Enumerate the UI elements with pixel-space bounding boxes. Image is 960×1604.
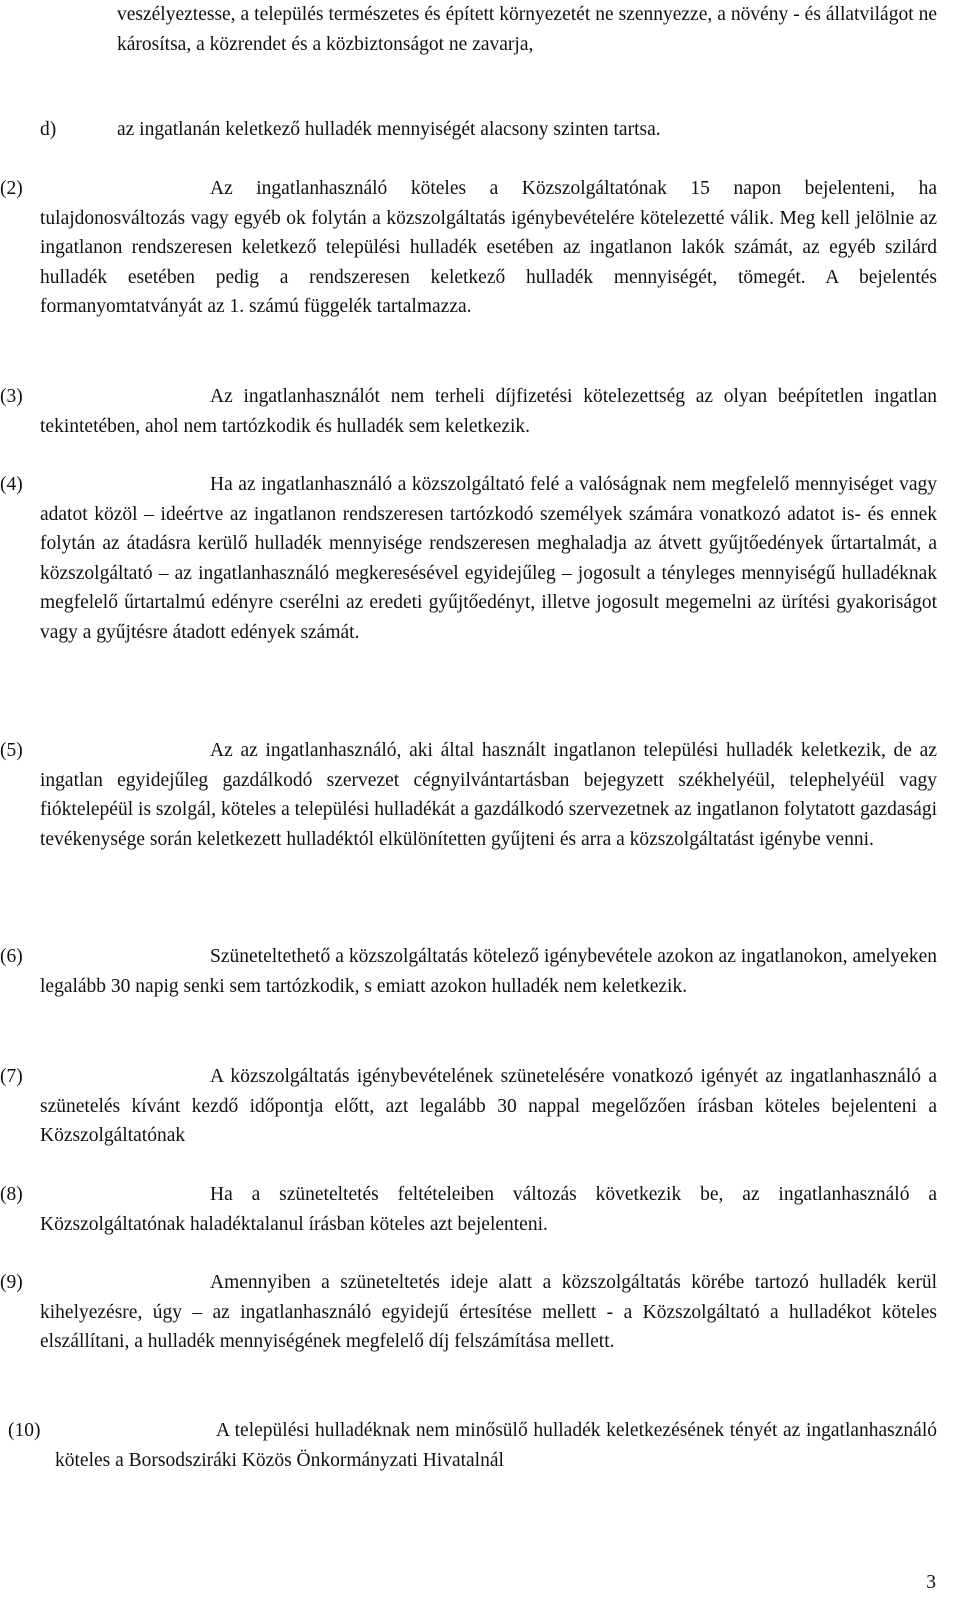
paragraph-8 [0, 1180, 937, 1239]
paragraph-text: Ha az ingatlanhasználó a közszolgáltató felé a valóságnak nem megfelelő mennyiséget vagy adatot közöl – ideértve az ingatlanon rendszeresen tartózkodó személyek számára vonatkozó adatot is- és ennek folytán az átadásra kerülő hulladék mennyisége rendszeresen meghaladja az átvett gyűjtőedények űrtartalmát, a közszolgáltató – az ingatlanhasználó megkeresésével egyidejűleg – jogosult a tényleges mennyiségű hulladéknak megfelelő űrtartalmú edényre cserélni az eredeti gyűjtőedényt, illetve jogosult megemelni az ürítési gyakoriságot vagy a gyűjtésre átadott edények számát. [40, 474, 937, 643]
list-item-text: az ingatlanán keletkező hulladék mennyiségét alacsony szinten tartsa. [117, 119, 661, 140]
paragraph-7 [0, 1062, 937, 1151]
paragraph-number: (4) [0, 474, 23, 495]
paragraph-number: (6) [0, 946, 23, 967]
paragraph-4 [0, 470, 937, 648]
list-marker: d) [40, 119, 57, 140]
paragraph-9 [0, 1268, 937, 1357]
paragraph-number: (8) [0, 1184, 23, 1205]
intro-continuation: veszélyeztesse, a település természetes és épített környezetét ne szennyezze, a növény - és állatvilágot ne károsítsa, a közrendet és a közbiztonságot ne zavarja, [117, 4, 937, 55]
paragraph-2 [0, 174, 937, 322]
paragraph-5 [0, 736, 937, 854]
paragraph-number: (3) [0, 386, 23, 407]
paragraph-10 [8, 1416, 937, 1475]
paragraph-text: Az ingatlanhasználót nem terheli díjfizetési kötelezettség az olyan beépítetlen ingatlan tekintetében, ahol nem tartózkodik és hulladék sem keletkezik. [40, 386, 937, 437]
paragraph-number: (10) [8, 1420, 41, 1441]
paragraph-text: Az az ingatlanhasználó, aki által használt ingatlanon települési hulladék keletkezik, de az ingatlan egyidejűleg gazdálkodó szervezet cégnyilvántartásban bejegyzett székhelyéül, telephelyéül vagy fióktelepéül is szolgál, köteles a települési hulladékát a gazdálkodó szervezetnek az ingatlanon folytatott gazdasági tevékenysége során keletkezett hulladéktól elkülönítetten gyűjteni és arra a közszolgáltatást igénybe venni. [40, 740, 937, 850]
paragraph-number: (2) [0, 178, 23, 199]
page-number: 3 [926, 1572, 936, 1593]
paragraph-text: Amennyiben a szüneteltetés ideje alatt a közszolgáltatás körébe tartozó hulladék kerül kihelyezésre, úgy – az ingatlanhasználó egyidejű értesítése mellett - a Közszolgáltató a hulladékot köteles elszállítani, a hulladék mennyiségének megfelelő díj felszámítása mellett. [40, 1272, 937, 1353]
paragraph-text: Szüneteltethető a közszolgáltatás kötelező igénybevétele azokon az ingatlanokon, amelyeken legalább 30 napig senki sem tartózkodik, s emiatt azokon hulladék nem keletkezik. [40, 946, 937, 997]
paragraph-number: (7) [0, 1066, 23, 1087]
paragraph-number: (9) [0, 1272, 23, 1293]
paragraph-6 [0, 942, 937, 1001]
paragraph-number: (5) [0, 740, 23, 761]
paragraph-text: Az ingatlanhasználó köteles a Közszolgáltatónak 15 napon bejelenteni, ha tulajdonosváltozás vagy egyéb ok folytán a közszolgáltatás igénybevételére kötelezetté válik. Meg kell jelölnie az ingatlanon rendszeresen keletkező települési hulladék esetében az ingatlanon lakók számát, az egyéb szilárd hulladék esetében pedig a rendszeresen keletkező hulladék mennyiségét, tömegét. A bejelentés formanyomtatványát az 1. számú függelék tartalmazza. [40, 178, 937, 318]
paragraph-3 [0, 382, 937, 441]
paragraph-text: A települési hulladéknak nem minősülő hulladék keletkezésének tényét az ingatlanhasználó köteles a Borsodsziráki Közös Önkormányzati Hivatalnál [55, 1420, 937, 1471]
paragraph-text: A közszolgáltatás igénybevételének szünetelésére vonatkozó igényét az ingatlanhasználó a szünetelés kívánt kezdő időpontja előtt, azt legalább 30 nappal megelőzően írásban köteles bejelenteni a Közszolgáltatónak [40, 1066, 937, 1147]
paragraph-text: Ha a szüneteltetés feltételeiben változás következik be, az ingatlanhasználó a Közszolgáltatónak haladéktalanul írásban köteles azt bejelenteni. [40, 1184, 937, 1235]
